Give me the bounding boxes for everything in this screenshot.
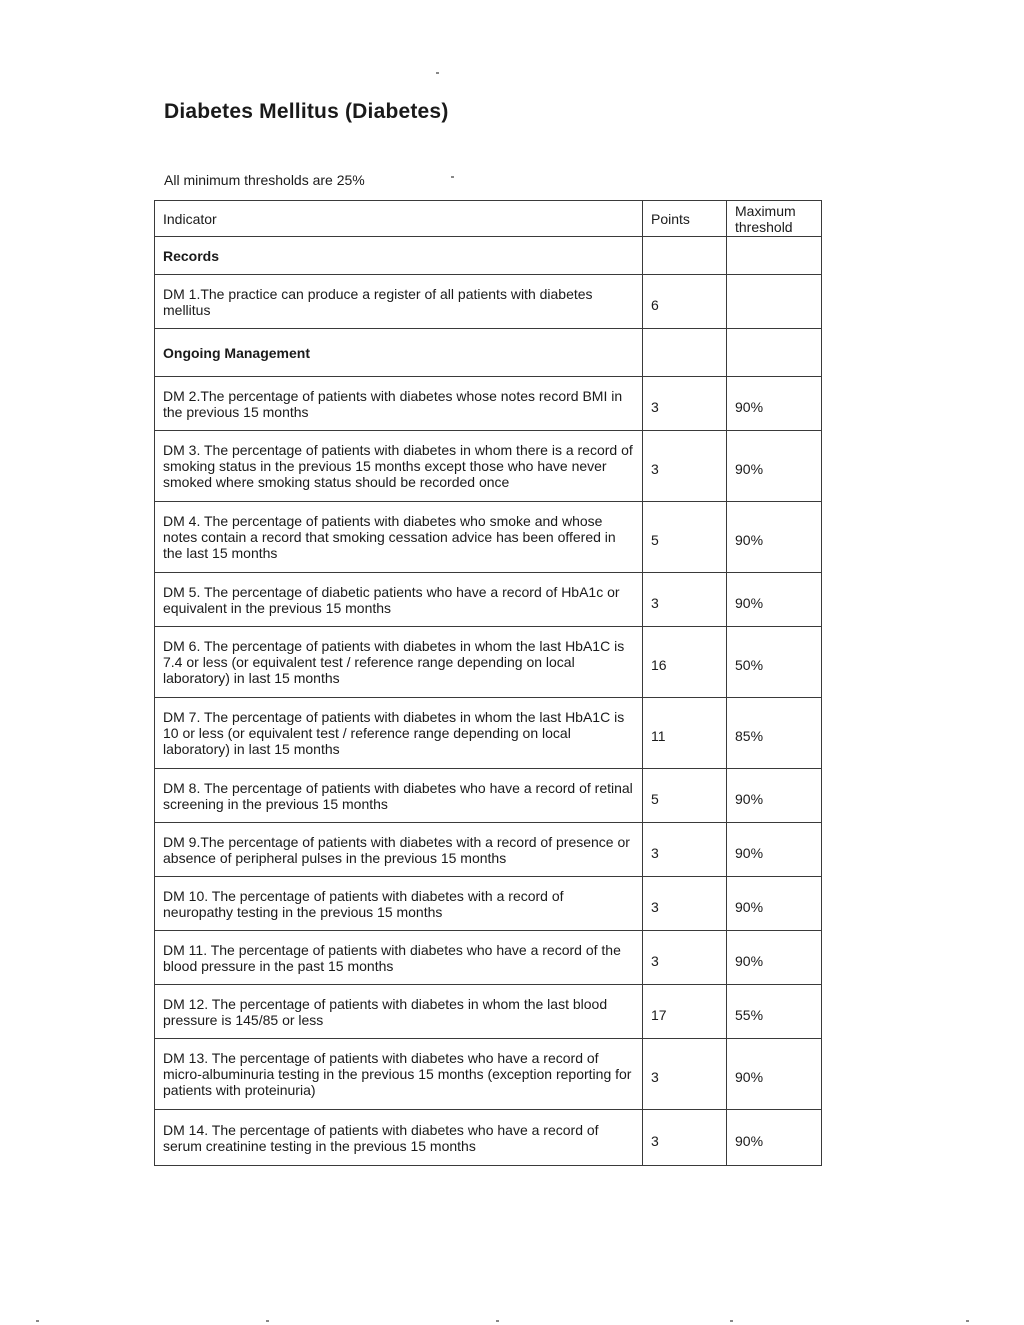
indicator-table [154,200,822,1166]
indicator-cell: DM 1.The practice can produce a register of all patients with diabetes mellitus [155,275,643,329]
points-cell: 3 [651,898,659,915]
max-threshold-cell: 90% [735,952,764,969]
table-row [155,573,822,627]
scan-speck [451,176,454,178]
max-threshold-cell: 90% [735,1069,764,1085]
points-cell: 3 [651,844,659,861]
table-row [155,698,822,769]
table-row [155,823,822,877]
max-threshold-cell: 85% [735,728,764,744]
table-row [155,931,822,985]
max-threshold-cell: 90% [735,532,764,548]
points-cell: 5 [651,532,659,548]
section-ongoing-label: Ongoing Management [155,329,643,377]
indicator-cell: DM 3. The percentage of patients with diabetes in whom there is a record of smoking status in the previous 15 months except those who have never smoked where smoking status should be recorded once [155,431,643,502]
indicator-cell: DM 7. The percentage of patients with diabetes in whom the last HbA1C is 10 or less (or equivalent test / reference range depending on local laboratory) in last 15 months [155,698,643,769]
points-cell: 3 [651,594,659,611]
table-row [155,769,822,823]
scan-speck [966,1320,969,1322]
indicator-cell: DM 2.The percentage of patients with diabetes whose notes record BMI in the previous 15 months [155,377,643,431]
scan-speck [496,1320,499,1322]
table-row [155,1110,822,1166]
points-cell: 16 [651,657,667,673]
table-row [155,502,822,573]
table-row [155,431,822,502]
points-cell: 3 [651,461,659,477]
table-header-row [155,201,822,237]
points-cell: 5 [651,790,659,807]
max-threshold-cell: 90% [735,844,764,861]
header-indicator: Indicator [155,201,643,237]
max-threshold-cell: 90% [735,898,764,915]
table-row [155,877,822,931]
section-row-ongoing [155,329,822,377]
table-row [155,627,822,698]
points-cell: 17 [651,1006,667,1023]
indicator-cell: DM 9.The percentage of patients with diabetes with a record of presence or absence of peripheral pulses in the previous 15 months [155,823,643,877]
indicator-cell: DM 10. The percentage of patients with diabetes with a record of neuropathy testing in the previous 15 months [155,877,643,931]
points-cell: 3 [651,398,659,415]
header-max-threshold: Maximum threshold [727,201,822,237]
max-threshold-cell: 90% [735,398,764,415]
points-cell: 11 [651,728,666,744]
header-points: Points [643,201,727,237]
indicator-cell: DM 5. The percentage of diabetic patients who have a record of HbA1c or equivalent in the previous 15 months [155,573,643,627]
table-row [155,1039,822,1110]
indicator-cell: DM 6. The percentage of patients with diabetes in whom the last HbA1C is 7.4 or less (or equivalent test / reference range depending on local laboratory) in last 15 months [155,627,643,698]
scan-speck [266,1320,269,1322]
table-row [155,985,822,1039]
points-cell: 3 [651,1132,659,1149]
indicator-cell: DM 13. The percentage of patients with diabetes who have a record of micro-albuminuria testing in the previous 15 months (exception reporting for patients with proteinuria) [155,1039,643,1110]
scan-speck [436,72,439,74]
section-records-label: Records [155,237,643,275]
page-title: Diabetes Mellitus (Diabetes) [164,100,449,123]
indicator-cell: DM 8. The percentage of patients with diabetes who have a record of retinal screening in the previous 15 months [155,769,643,823]
max-threshold-cell: 90% [735,461,764,477]
indicator-cell: DM 12. The percentage of patients with diabetes in whom the last blood pressure is 145/85 or less [155,985,643,1039]
max-threshold-cell: 90% [735,594,764,611]
max-threshold-cell: 90% [735,790,764,807]
indicator-cell: DM 14. The percentage of patients with diabetes who have a record of serum creatinine testing in the previous 15 months [155,1110,643,1166]
points-cell: 3 [651,952,659,969]
scan-speck [36,1320,39,1322]
max-threshold-cell: 55% [735,1006,764,1023]
table-row [155,275,822,329]
max-threshold-cell: 90% [735,1132,764,1149]
indicator-cell: DM 4. The percentage of patients with diabetes who smoke and whose notes contain a record that smoking cessation advice has been offered in the last 15 months [155,502,643,573]
indicator-cell: DM 11. The percentage of patients with diabetes who have a record of the blood pressure in the past 15 months [155,931,643,985]
points-cell: 3 [651,1069,659,1085]
max-threshold-cell: 50% [735,657,764,673]
points-cell: 6 [651,296,659,313]
scan-speck [730,1320,733,1322]
section-row-records [155,237,822,275]
threshold-note: All minimum thresholds are 25% [164,172,365,188]
table-row [155,377,822,431]
